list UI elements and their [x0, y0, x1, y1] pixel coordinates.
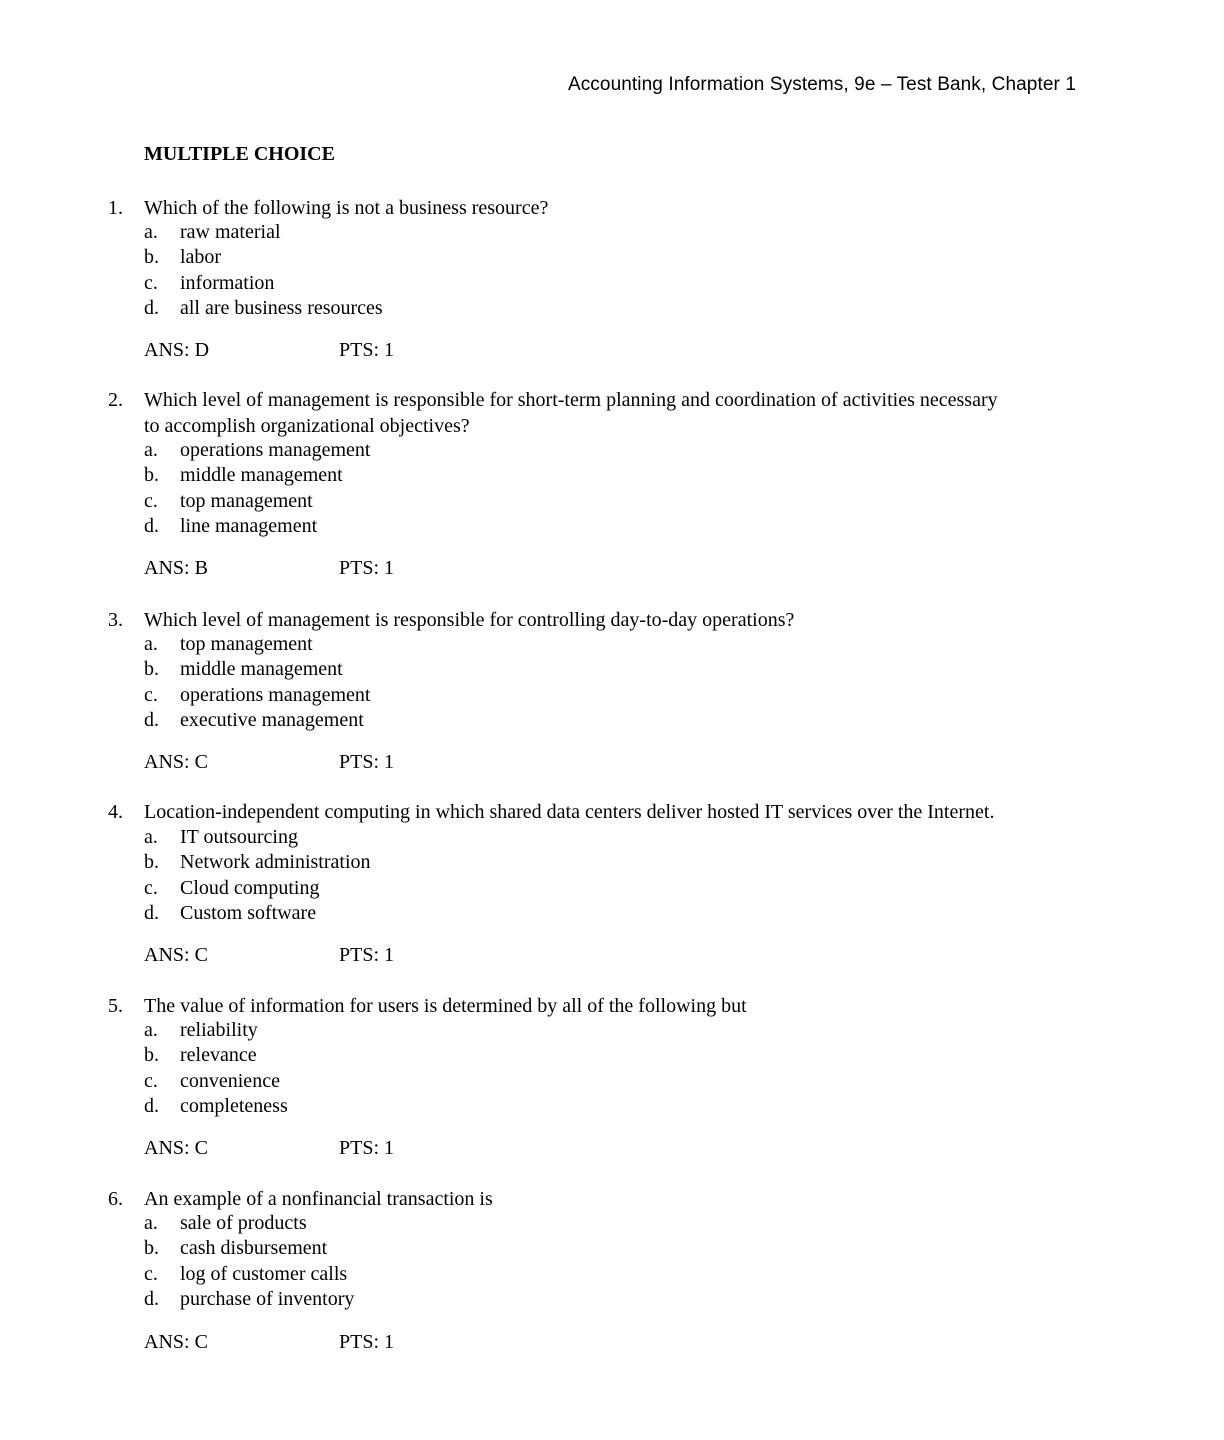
option-letter: c. [144, 1262, 158, 1285]
option-text: information [180, 271, 275, 294]
option-letter: a. [144, 221, 158, 243]
answer-label: ANS: C [144, 1137, 208, 1159]
points-label: PTS: 1 [339, 1331, 395, 1353]
option-letter: a. [144, 1212, 158, 1234]
option-b [144, 1043, 1044, 1068]
option-letter: d. [144, 1287, 159, 1310]
option-c [144, 1069, 1044, 1094]
option-text: convenience [180, 1069, 280, 1092]
option-text: log of customer calls [180, 1262, 348, 1285]
option-b [144, 657, 1044, 682]
option-letter: a. [144, 1019, 158, 1041]
option-text: Cloud computing [180, 876, 320, 899]
answer-row-2 [144, 555, 544, 581]
question-number: 6. [108, 1188, 123, 1210]
option-letter: b. [144, 851, 159, 874]
answer-row-4 [144, 942, 544, 968]
option-letter: d. [144, 514, 159, 537]
option-c [144, 489, 1044, 514]
option-d [144, 901, 1044, 926]
option-c [144, 683, 1044, 708]
option-text: cash disbursement [180, 1237, 328, 1260]
option-a [144, 1211, 1044, 1236]
option-letter: c. [144, 1069, 158, 1092]
option-letter: c. [144, 876, 158, 899]
option-text: top management [180, 633, 313, 655]
option-text: IT outsourcing [180, 826, 298, 848]
option-c [144, 271, 1044, 296]
option-letter: b. [144, 246, 159, 269]
option-letter: b. [144, 1237, 159, 1260]
points-label: PTS: 1 [339, 339, 395, 361]
question-number: 4. [108, 801, 123, 823]
option-text: completeness [180, 1094, 288, 1117]
option-a [144, 825, 1044, 850]
question-text: Which of the following is not a business resource? [144, 197, 549, 219]
points-label: PTS: 1 [339, 944, 395, 966]
option-letter: c. [144, 683, 158, 706]
option-text: middle management [180, 464, 343, 487]
option-d [144, 708, 1044, 733]
points-label: PTS: 1 [339, 1137, 395, 1159]
option-text: operations management [180, 439, 371, 461]
option-text: executive management [180, 708, 364, 731]
option-text: relevance [180, 1044, 257, 1067]
answer-row-6 [144, 1329, 544, 1355]
option-letter: d. [144, 1094, 159, 1117]
option-letter: c. [144, 271, 158, 294]
option-text: middle management [180, 658, 343, 681]
answer-row-5 [144, 1135, 544, 1161]
option-text: Custom software [180, 901, 317, 924]
option-text: operations management [180, 683, 371, 706]
question-number: 3. [108, 609, 123, 631]
option-d [144, 514, 1044, 539]
answer-label: ANS: C [144, 944, 208, 966]
option-text: labor [180, 246, 222, 269]
option-letter: b. [144, 464, 159, 487]
option-letter: c. [144, 489, 158, 512]
option-text: all are business resources [180, 296, 383, 319]
answer-label: ANS: B [144, 557, 208, 579]
question-number: 5. [108, 995, 123, 1017]
points-label: PTS: 1 [339, 751, 395, 773]
option-c [144, 1262, 1044, 1287]
question-6-options [144, 1211, 1044, 1312]
answer-label: ANS: D [144, 339, 210, 361]
option-b [144, 245, 1044, 270]
option-c [144, 876, 1044, 901]
option-text: Network administration [180, 851, 371, 874]
option-b [144, 850, 1044, 875]
answer-row-1 [144, 337, 544, 363]
question-2-options [144, 438, 1044, 539]
answer-label: ANS: C [144, 1331, 208, 1353]
option-a [144, 1018, 1044, 1043]
section-title: MULTIPLE CHOICE [144, 143, 335, 165]
answer-row-3 [144, 749, 544, 775]
option-letter: a. [144, 633, 158, 655]
option-d [144, 1287, 1044, 1312]
option-letter: d. [144, 296, 159, 319]
option-text: sale of products [180, 1212, 307, 1234]
question-1-options [144, 220, 1044, 321]
option-a [144, 438, 1044, 463]
question-text: Which level of management is responsible for short-term planning and coordination of activities necessary to accomplish organizational objectives? [144, 389, 998, 437]
option-letter: a. [144, 826, 158, 848]
option-letter: d. [144, 708, 159, 731]
question-number: 1. [108, 197, 123, 219]
option-letter: a. [144, 439, 158, 461]
page-header: Accounting Information Systems, 9e – Test Bank, Chapter 1 [567, 74, 1076, 95]
option-b [144, 463, 1044, 488]
question-number: 2. [108, 389, 123, 411]
option-text: raw material [180, 221, 281, 243]
question-text: Which level of management is responsible for controlling day-to-day operations? [144, 609, 795, 631]
option-text: reliability [180, 1019, 258, 1041]
option-d [144, 296, 1044, 321]
points-label: PTS: 1 [339, 557, 395, 579]
question-3-options [144, 632, 1044, 733]
option-letter: b. [144, 658, 159, 681]
option-letter: d. [144, 901, 159, 924]
option-text: line management [180, 514, 318, 537]
question-text: An example of a nonfinancial transaction is [144, 1188, 493, 1210]
option-letter: b. [144, 1044, 159, 1067]
answer-label: ANS: C [144, 751, 208, 773]
option-text: top management [180, 489, 313, 512]
question-4-options [144, 825, 1044, 926]
question-text: The value of information for users is determined by all of the following but [144, 995, 747, 1017]
option-a [144, 220, 1044, 245]
question-text: Location-independent computing in which shared data centers deliver hosted IT services over the Internet. [144, 801, 995, 823]
option-a [144, 632, 1044, 657]
option-b [144, 1236, 1044, 1261]
option-text: purchase of inventory [180, 1287, 355, 1310]
question-5-options [144, 1018, 1044, 1119]
option-d [144, 1094, 1044, 1119]
